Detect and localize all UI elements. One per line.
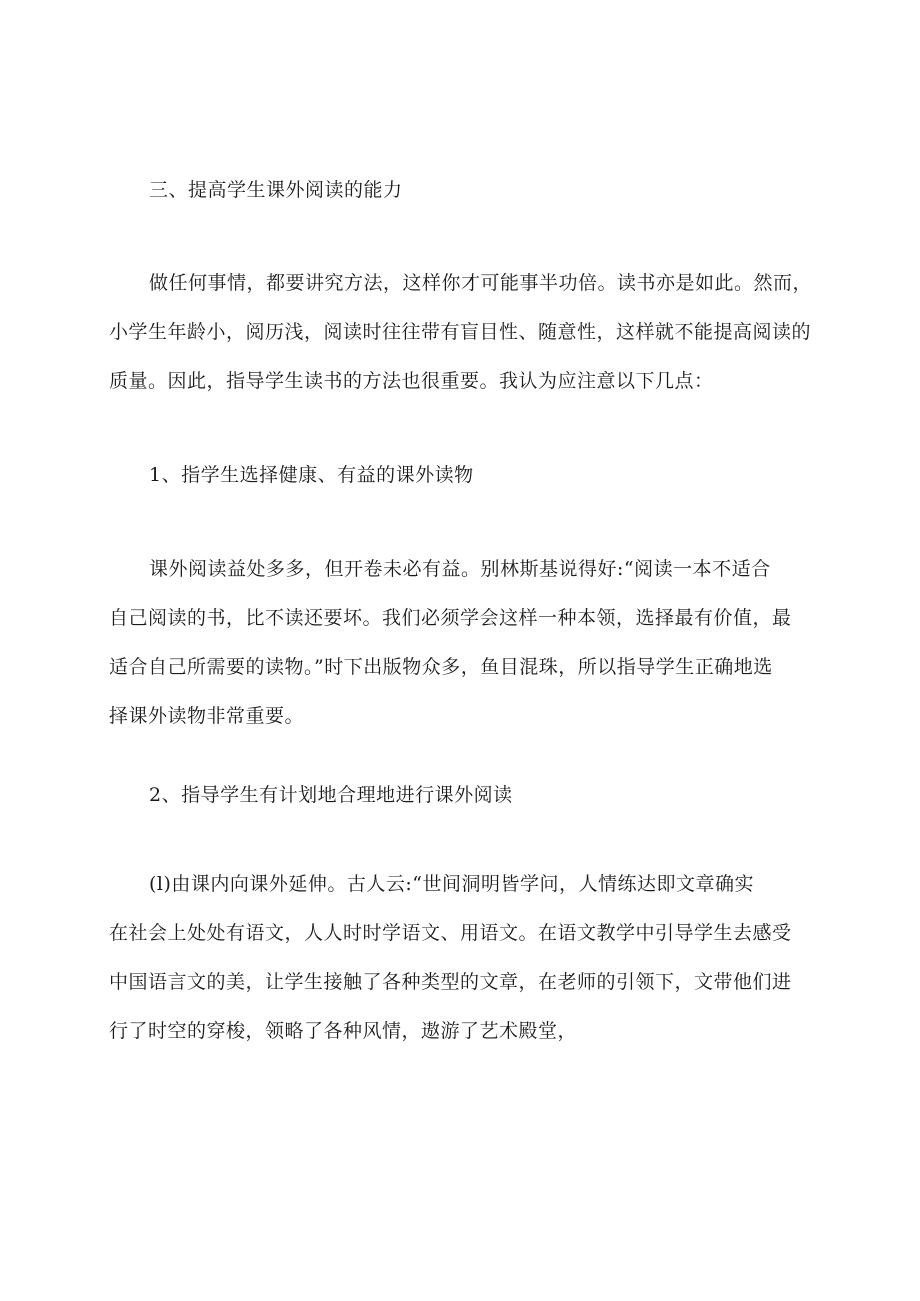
intro-line-2: 小学生年龄小，阅历浅，阅读时往往带有盲目性、随意性，这样就不能提高阅读的: [109, 321, 812, 343]
intro-line-1: 做任何事情，都要讲究方法，这样你才可能事半功倍。读书亦是如此。然而，: [149, 272, 813, 294]
point-2-line-2: 在社会上处处有语文，人人时时学语文、用语文。在语文教学中引导学生去感受: [109, 922, 792, 944]
intro-line-3: 质量。因此，指导学生读书的方法也很重要。我认为应注意以下几点：: [109, 370, 714, 392]
point-1-line-3: 适合自己所需要的读物。”时下出版物众多，鱼目混珠，所以指导学生正确地选: [109, 656, 773, 678]
point-2-line-1: (l)由课内向课外延伸。古人云:“世间洞明皆学问，人情练达即文章确实: [149, 873, 755, 895]
point-2-heading: 2、指导学生有计划地合理地进行课外阅读: [149, 784, 513, 806]
point-1-line-4: 择课外读物非常重要。: [109, 705, 305, 727]
point-1-line-2: 自己阅读的书，比不读还要坏。我们必须学会这样一种本领，选择最有价值，最: [109, 607, 792, 629]
point-2-line-4: 行了时空的穿梭，领略了各种风情，遨游了艺术殿堂，: [109, 1020, 578, 1042]
point-1-line-1: 课外阅读益处多多，但开卷未必有益。别林斯基说得好:“阅读一本不适合: [149, 558, 771, 580]
point-1-heading: 1、指学生选择健康、有益的课外读物: [149, 464, 474, 486]
point-2-line-3: 中国语言文的美，让学生接触了各种类型的文章，在老师的引领下，文带他们进: [109, 971, 792, 993]
section-heading: 三、提高学生课外阅读的能力: [149, 179, 403, 201]
